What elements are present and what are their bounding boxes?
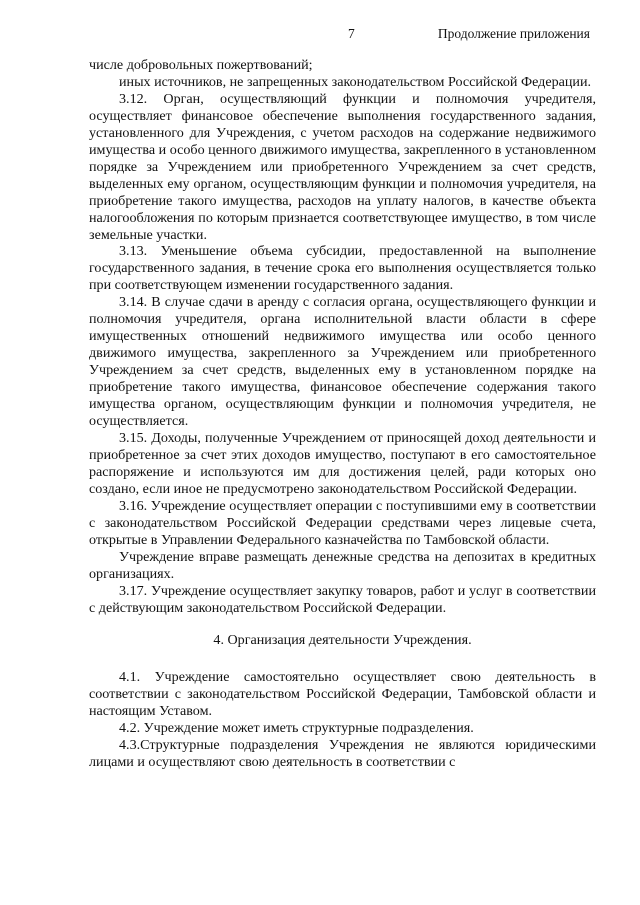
paragraph-3-17: 3.17. Учреждение осуществляет закупку товаров, работ и услуг в соответствии с действующим законодательством Российской Федерации. [89,582,596,616]
section-heading: 4. Организация деятельности Учреждения. [213,632,472,649]
paragraph-3-14: 3.14. В случае сдачи в аренду с согласия органа, осуществляющего функции и полномочия учредителя, органа исполнительной власти области в сфере имущественных отношений недвижимого имущества или особо ценного движимого имущества, закрепленного за Учреждением или приобретенного Учреждением за счет средств, выделенных ему в установленном порядке на приобретение такого имущества, финансовое обеспечение содержания такого имущества органом, осуществляющим функции и полномочия учредителя, не осуществляется. [89,294,596,430]
continuation-note: Продолжение приложения [437,26,590,41]
paragraph-4-1: 4.1. Учреждение самостоятельно осуществляет свою деятельность в соответствии с законодательством Российской Федерации, Тамбовской области и настоящим Уставом. [89,669,596,720]
paragraph-3-13: 3.13. Уменьшение объема субсидии, предоставленной на выполнение государственного задания, в течение срока его выполнения осуществляется только при соответствующем изменении государственного задания. [89,243,596,294]
paragraph-3-15: 3.15. Доходы, полученные Учреждением от приносящей доход деятельности и приобретенное за счет этих доходов имущество, поступают в его самостоятельное распоряжение и используются им для достижения целей, ради которых оно создано, если иное не предусмотрено законодательством Российской Федерации. [89,429,596,497]
page-number: 7 [348,26,355,41]
paragraph: числе добровольных пожертвований; [89,57,313,73]
paragraph-4-2: 4.2. Учреждение может иметь структурные подразделения. [119,720,474,737]
paragraph-4-3: 4.3.Структурные подразделения Учреждения не являются юридическими лицами и осуществляют свою деятельность в соответствии с [89,737,596,771]
paragraph-3-16: 3.16. Учреждение осуществляет операции с поступившими ему в соответствии с законодательством Российской Федерации средствами через лицевые счета, открытые в Управлении Федерального казначейства по Тамбовской области. [89,497,596,548]
paragraph: иных источников, не запрещенных законодательством Российской Федерации. [119,73,592,90]
document-body [89,57,596,771]
paragraph-3-12: 3.12. Орган, осуществляющий функции и полномочия учредителя, осуществляет финансовое обеспечение выполнения государственного задания, установленного для Учреждения, с учетом расходов на содержание недвижимого имущества и особо ценного движимого имущества, закрепленного в установленном порядке за Учреждением или приобретенного Учреждением за счет средств, выделенных ему органом, осуществляющим функции и полномочия учредителя, на приобретение такого имущества, расходов на уплату налогов, в качестве объекта налогообложения по которым признается соответствующее имущество, в том числе земельные участки. [89,90,596,243]
paragraph: Учреждение вправе размещать денежные средства на депозитах в кредитных организациях. [89,548,596,582]
